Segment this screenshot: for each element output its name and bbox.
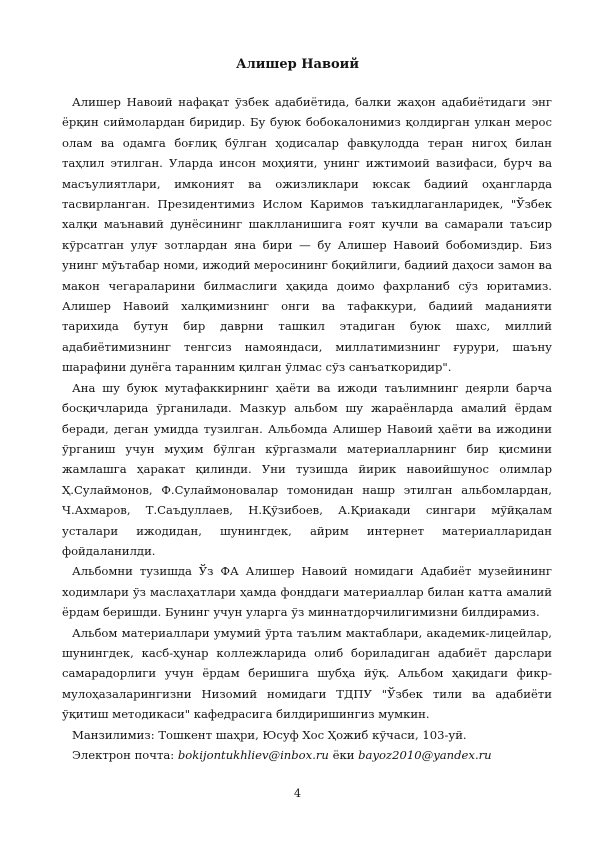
email-separator: ёки xyxy=(332,748,355,762)
paragraph-3: Альбомни тузишда Ўз ФА Алишер Навоий номидаги Адабиёт музейининг ходимлари ўз маслаҳатлари ҳамда фонддаги материаллар билан катта амалий ёрдам беришди. Бунинг учун уларга ўз миннатдорчилигимизни билдирамиз. xyxy=(62,564,552,620)
email-link-2[interactable]: bayoz2010@yandex.ru xyxy=(358,748,492,762)
body-text xyxy=(62,92,552,765)
paragraph-1: Алишер Навоий нафақат ўзбек адабиётида, балки жаҳон адабиётидаги энг ёрқин сиймолардан биридир. Бу буюк бобокалонимиз қолдирган улкан мерос олам ва одамга боғлиқ бўлган ҳодисалар фавқулодда теран нигоҳ билан таҳлил этилган. Уларда инсон моҳияти, унинг ижтимоий вазифаси, бурч ва масъулиятлари, имконият ва ожизликлари юксак бадиий оҳангларда тасвирланган. Президентимиз Ислом Каримов таъкидлаганларидек, "Ўзбек халқи маънавий дунёсининг шаклланишига ғоят кучли ва самарали таъсир кўрсатган улуғ зотлардан яна бири — бу Алишер Навоий бобомиздир. Биз унинг мўътабар номи, ижодий меросининг боқийлиги, бадиий даҳоси замон ва макон чегараларини билмаслиги ҳақида доимо фахрланиб сўз юритамиз. Алишер Навоий халқимизнинг онги ва тафаккури, бадиий маданияти тарихида бутун бир даврни ташкил этадиган буюк шахс, миллий адабиётимизнинг тенгсиз намояндаси, миллатимизнинг ғурури, шаъну шарафини дунёга таранним қилган ўлмас сўз санъаткоридир". xyxy=(62,95,552,375)
paragraph-4: Альбом материаллари умумий ўрта таълим мактаблари, академик-лицейлар, шунингдек, касб-ҳунар коллежларида олиб бориладиган адабиёт дарслари самарадорлиги учун ёрдам беришига шубҳа йўқ. Альбом ҳақидаги фикр-мулоҳазаларингизни Низомий номидаги ТДПУ "Ўзбек тили ва адабиёти ўқитиш методикаси" кафедрасига билдиришингиз мумкин. xyxy=(62,625,552,722)
email-line xyxy=(62,745,552,765)
page-number: 4 xyxy=(294,787,301,800)
paragraph-2: Ана шу буюк мутафаккирнинг ҳаёти ва ижоди таълимнинг деярли барча босқичларида ўрганилади. Мазкур альбом шу жараёнларда амалий ёрдам беради, деган умидда тузилган. Альбомда Алишер Навоий ҳаёти ва ижодини ўрганиш учун муҳим бўлган кўргазмали материалларнинг бир қисмини жамлашга ҳаракат қилинди. Уни тузишда йирик навоийшунос олимлар Ҳ.Сулаймонов, Ф.Сулаймоновалар томонидан нашр этилган альбомлардан, Ч.Ахмаров, Т.Саъдуллаев, Н.Қўзибоев, А.Қриакади сингари мўйқалам усталари ижодидан, шунингдек, айрим интернет материалларидан фойдаланилди. xyxy=(62,380,552,558)
address-line: Манзилимиз: Тошкент шаҳри, Юсуф Хос Ҳожиб кўчаси, 103-уй. xyxy=(72,727,467,742)
page-title: Алишер Навоий xyxy=(236,57,359,72)
email-label: Электрон почта: xyxy=(72,748,175,762)
email-link-1[interactable]: bokijontukhliev@inbox.ru xyxy=(177,748,329,762)
